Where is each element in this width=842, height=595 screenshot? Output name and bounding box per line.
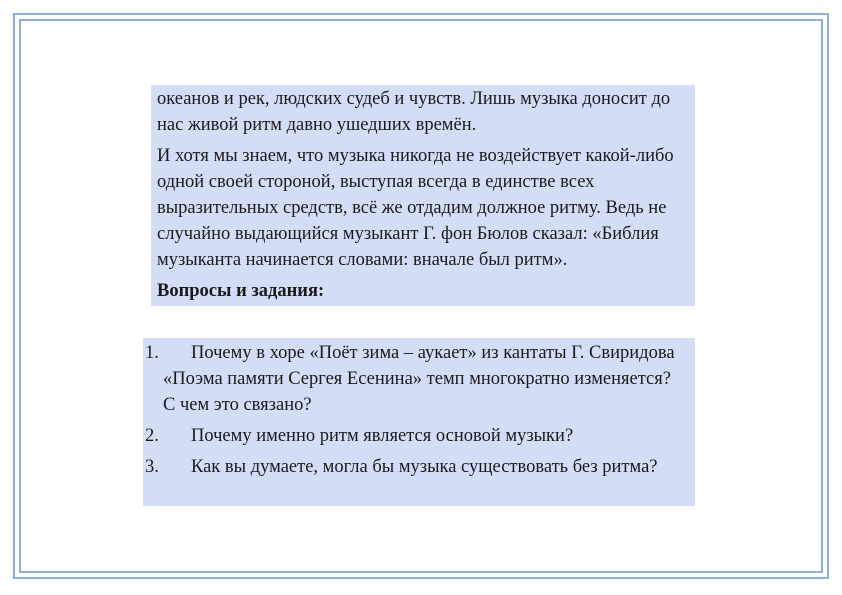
list-item-number: 3. xyxy=(145,457,159,477)
list-item-number: 2. xyxy=(145,426,159,446)
list-item-text: Как вы думаете, могла бы музыка существовать без ритма? xyxy=(191,457,658,477)
list-item-number: 1. xyxy=(145,343,159,363)
list-item-text: Почему в хоре «Поёт зима – аукает» из кантаты Г. Свиридова «Поэма памяти Сергея Есенина» темп многократно изменяется? С чем это связано? xyxy=(163,343,675,415)
paragraph-1: океанов и рек, людских судеб и чувств. Лишь музыка доносит до нас живой ритм давно ушедших времён. xyxy=(157,89,671,135)
questions-list xyxy=(143,338,695,506)
list-item-text: Почему именно ритм является основой музыки? xyxy=(191,426,574,446)
questions-heading: Вопросы и задания: xyxy=(157,281,325,301)
paragraph-2: И хотя мы знаем, что музыка никогда не воздействует какой-либо одной своей стороной, выступая всегда в единстве всех выразительных средств, всё же отдадим должное ритму. Ведь не случайно выдающийся музыкант Г. фон Бюлов сказал: «Библия музыканта начинается словами: вначале был ритм». xyxy=(157,146,674,270)
body-text xyxy=(151,85,695,306)
